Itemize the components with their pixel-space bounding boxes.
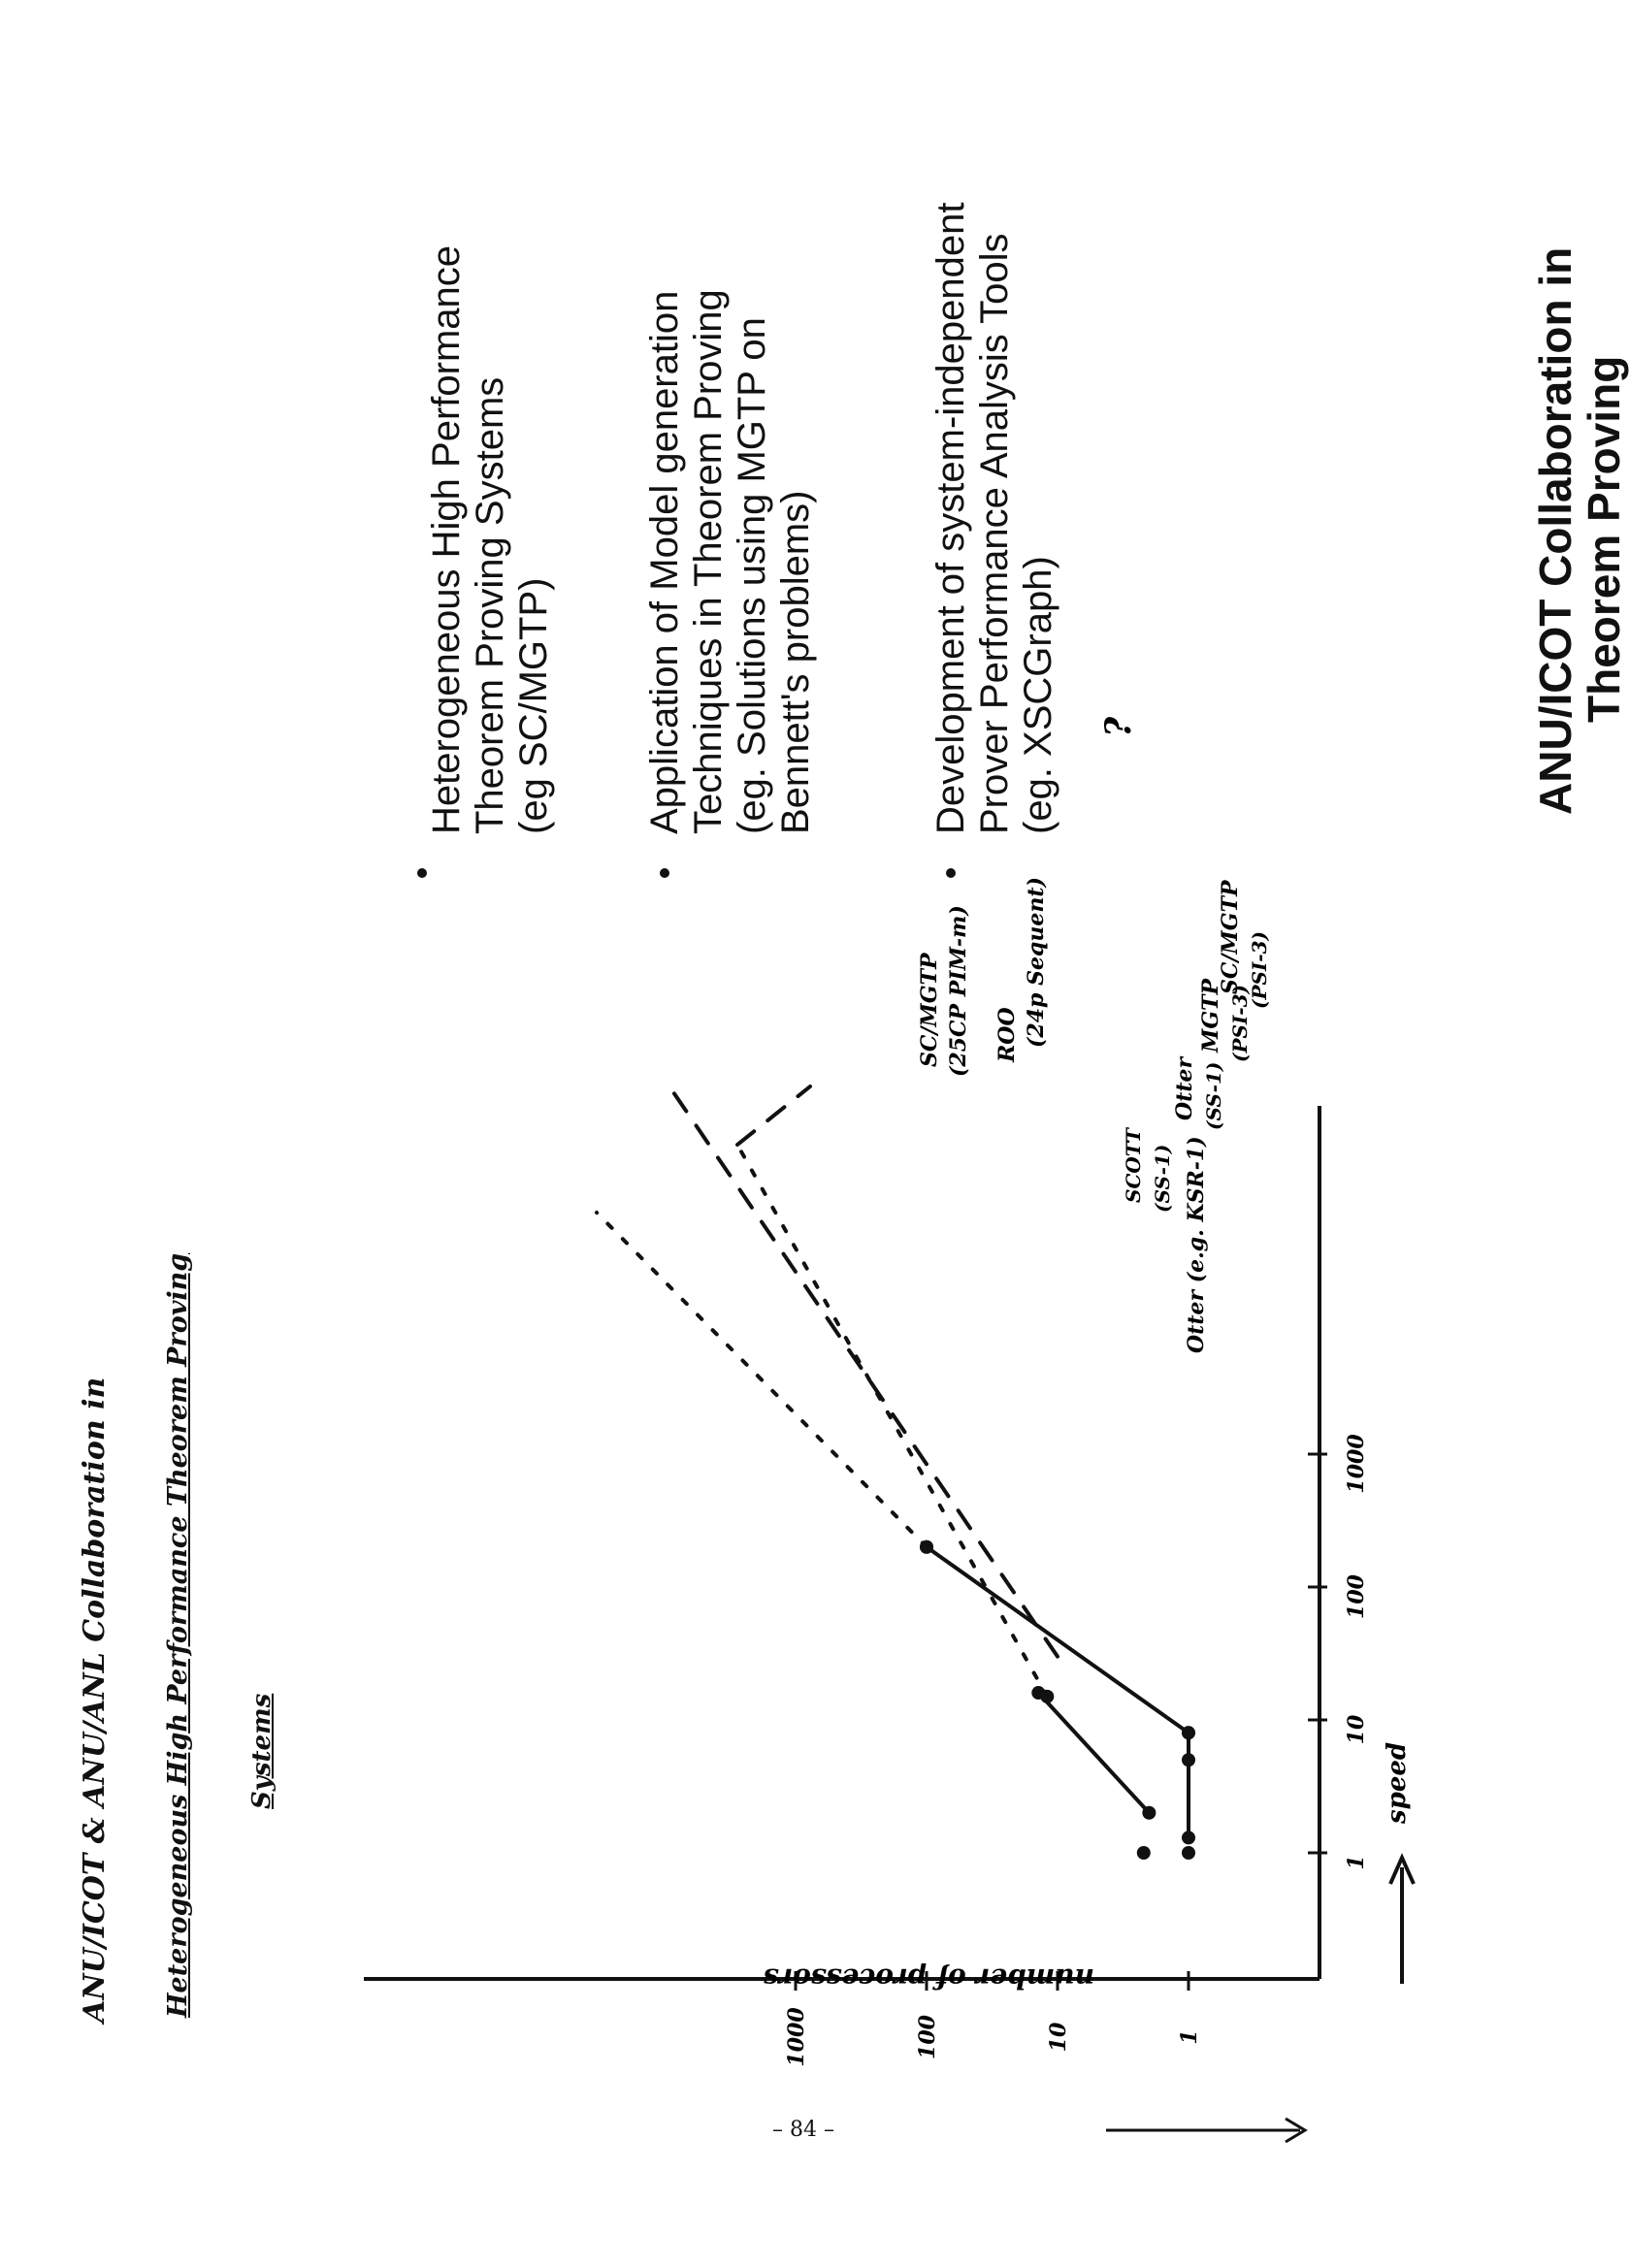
- note-title-line1: ANU/ICOT & ANU/ANL Collaboration in: [78, 1377, 112, 2023]
- x-tick-label: 100: [1344, 1574, 1369, 1619]
- chart-annotation-4: Otter: [1172, 1056, 1197, 1120]
- series-point-2-0: [1137, 1846, 1151, 1860]
- series-point-4-0: [1182, 1753, 1195, 1766]
- x-tick-label: 1000: [1344, 1434, 1369, 1494]
- trend-line-2: [737, 1145, 1047, 1697]
- x-tick-label: 1: [1344, 1855, 1369, 1870]
- chart-annotation-13: ?: [1098, 716, 1139, 737]
- series-line-0: [1038, 1693, 1149, 1813]
- y-tick-label: 1000: [784, 2007, 809, 2067]
- chart-annotation-6: MGTP: [1198, 978, 1223, 1053]
- note-title-line2: Heterogeneous High Performance Theorem Proving: [163, 1252, 193, 2018]
- y-axis-label: number of processors: [763, 1962, 1094, 1994]
- bullet-1-line-3: (eg SC/MGTP): [512, 577, 555, 834]
- bullet-2-line-4: Bennett's problems): [774, 490, 817, 834]
- chart-annotation-7: (PSI-3): [1228, 985, 1252, 1062]
- trend-line-3: [737, 1086, 810, 1145]
- y-tick-label: 1: [1177, 2029, 1202, 2045]
- slide-title-line2: Theorem Proving: [1579, 355, 1629, 723]
- bullet-3-line-3: (eg. XSCGraph): [1017, 556, 1059, 834]
- chart-annotation-12: (25CP PIM-m): [946, 905, 971, 1077]
- chart-annotation-1: (24p Sequent): [1024, 877, 1049, 1048]
- y-tick-label: 100: [915, 2015, 940, 2059]
- page-number: – 84 –: [772, 2118, 834, 2142]
- series-point-0-0: [1142, 1806, 1156, 1820]
- bullet-3-line-2: Prover Performance Analysis Tools: [973, 233, 1016, 834]
- note-title-line3: Systems: [247, 1693, 277, 1809]
- chart-annotation-8: SC/MGTP: [1218, 880, 1243, 994]
- bullet-2-line-2: Techniques in Theorem Proving: [687, 289, 730, 834]
- series-point-5-0: [1182, 1726, 1195, 1739]
- bullet-1-line-2: Theorem Proving Systems: [469, 376, 511, 834]
- bullet-2-line-3: (eg. Solutions using MGTP on: [731, 317, 773, 834]
- x-tick-label: 10: [1344, 1714, 1369, 1745]
- chart-annotation-3: (SS-1): [1151, 1144, 1174, 1213]
- bullet-1-line-1: Heterogeneous High Performance: [425, 244, 468, 834]
- chart-annotation-11: SC/MGTP: [917, 953, 942, 1067]
- chart-annotation-9: (PSI-3): [1248, 931, 1271, 1009]
- chart-annotation-10: Otter (e.g. KSR-1): [1184, 1136, 1209, 1353]
- bullet-3-line-1: Development of system-independent: [929, 202, 972, 834]
- chart-annotation-5: (SS-1): [1202, 1061, 1225, 1130]
- trend-line-1: [669, 1086, 1058, 1657]
- chart-annotation-2: SCOTT: [1122, 1128, 1145, 1203]
- chart-annotation-0: ROO: [994, 1007, 1020, 1062]
- series-point-3-0: [1182, 1846, 1195, 1860]
- bullet-2-line-1: Application of Model generation: [643, 290, 686, 834]
- series-line-1: [927, 1547, 1189, 1838]
- x-axis-label: speed: [1383, 1741, 1412, 1824]
- y-tick-label: 10: [1046, 2022, 1071, 2053]
- series-point-1-0: [1182, 1831, 1195, 1844]
- slide-title-line1: ANU/ICOT Collaboration in: [1530, 246, 1580, 815]
- trend-line-0: [597, 1213, 927, 1547]
